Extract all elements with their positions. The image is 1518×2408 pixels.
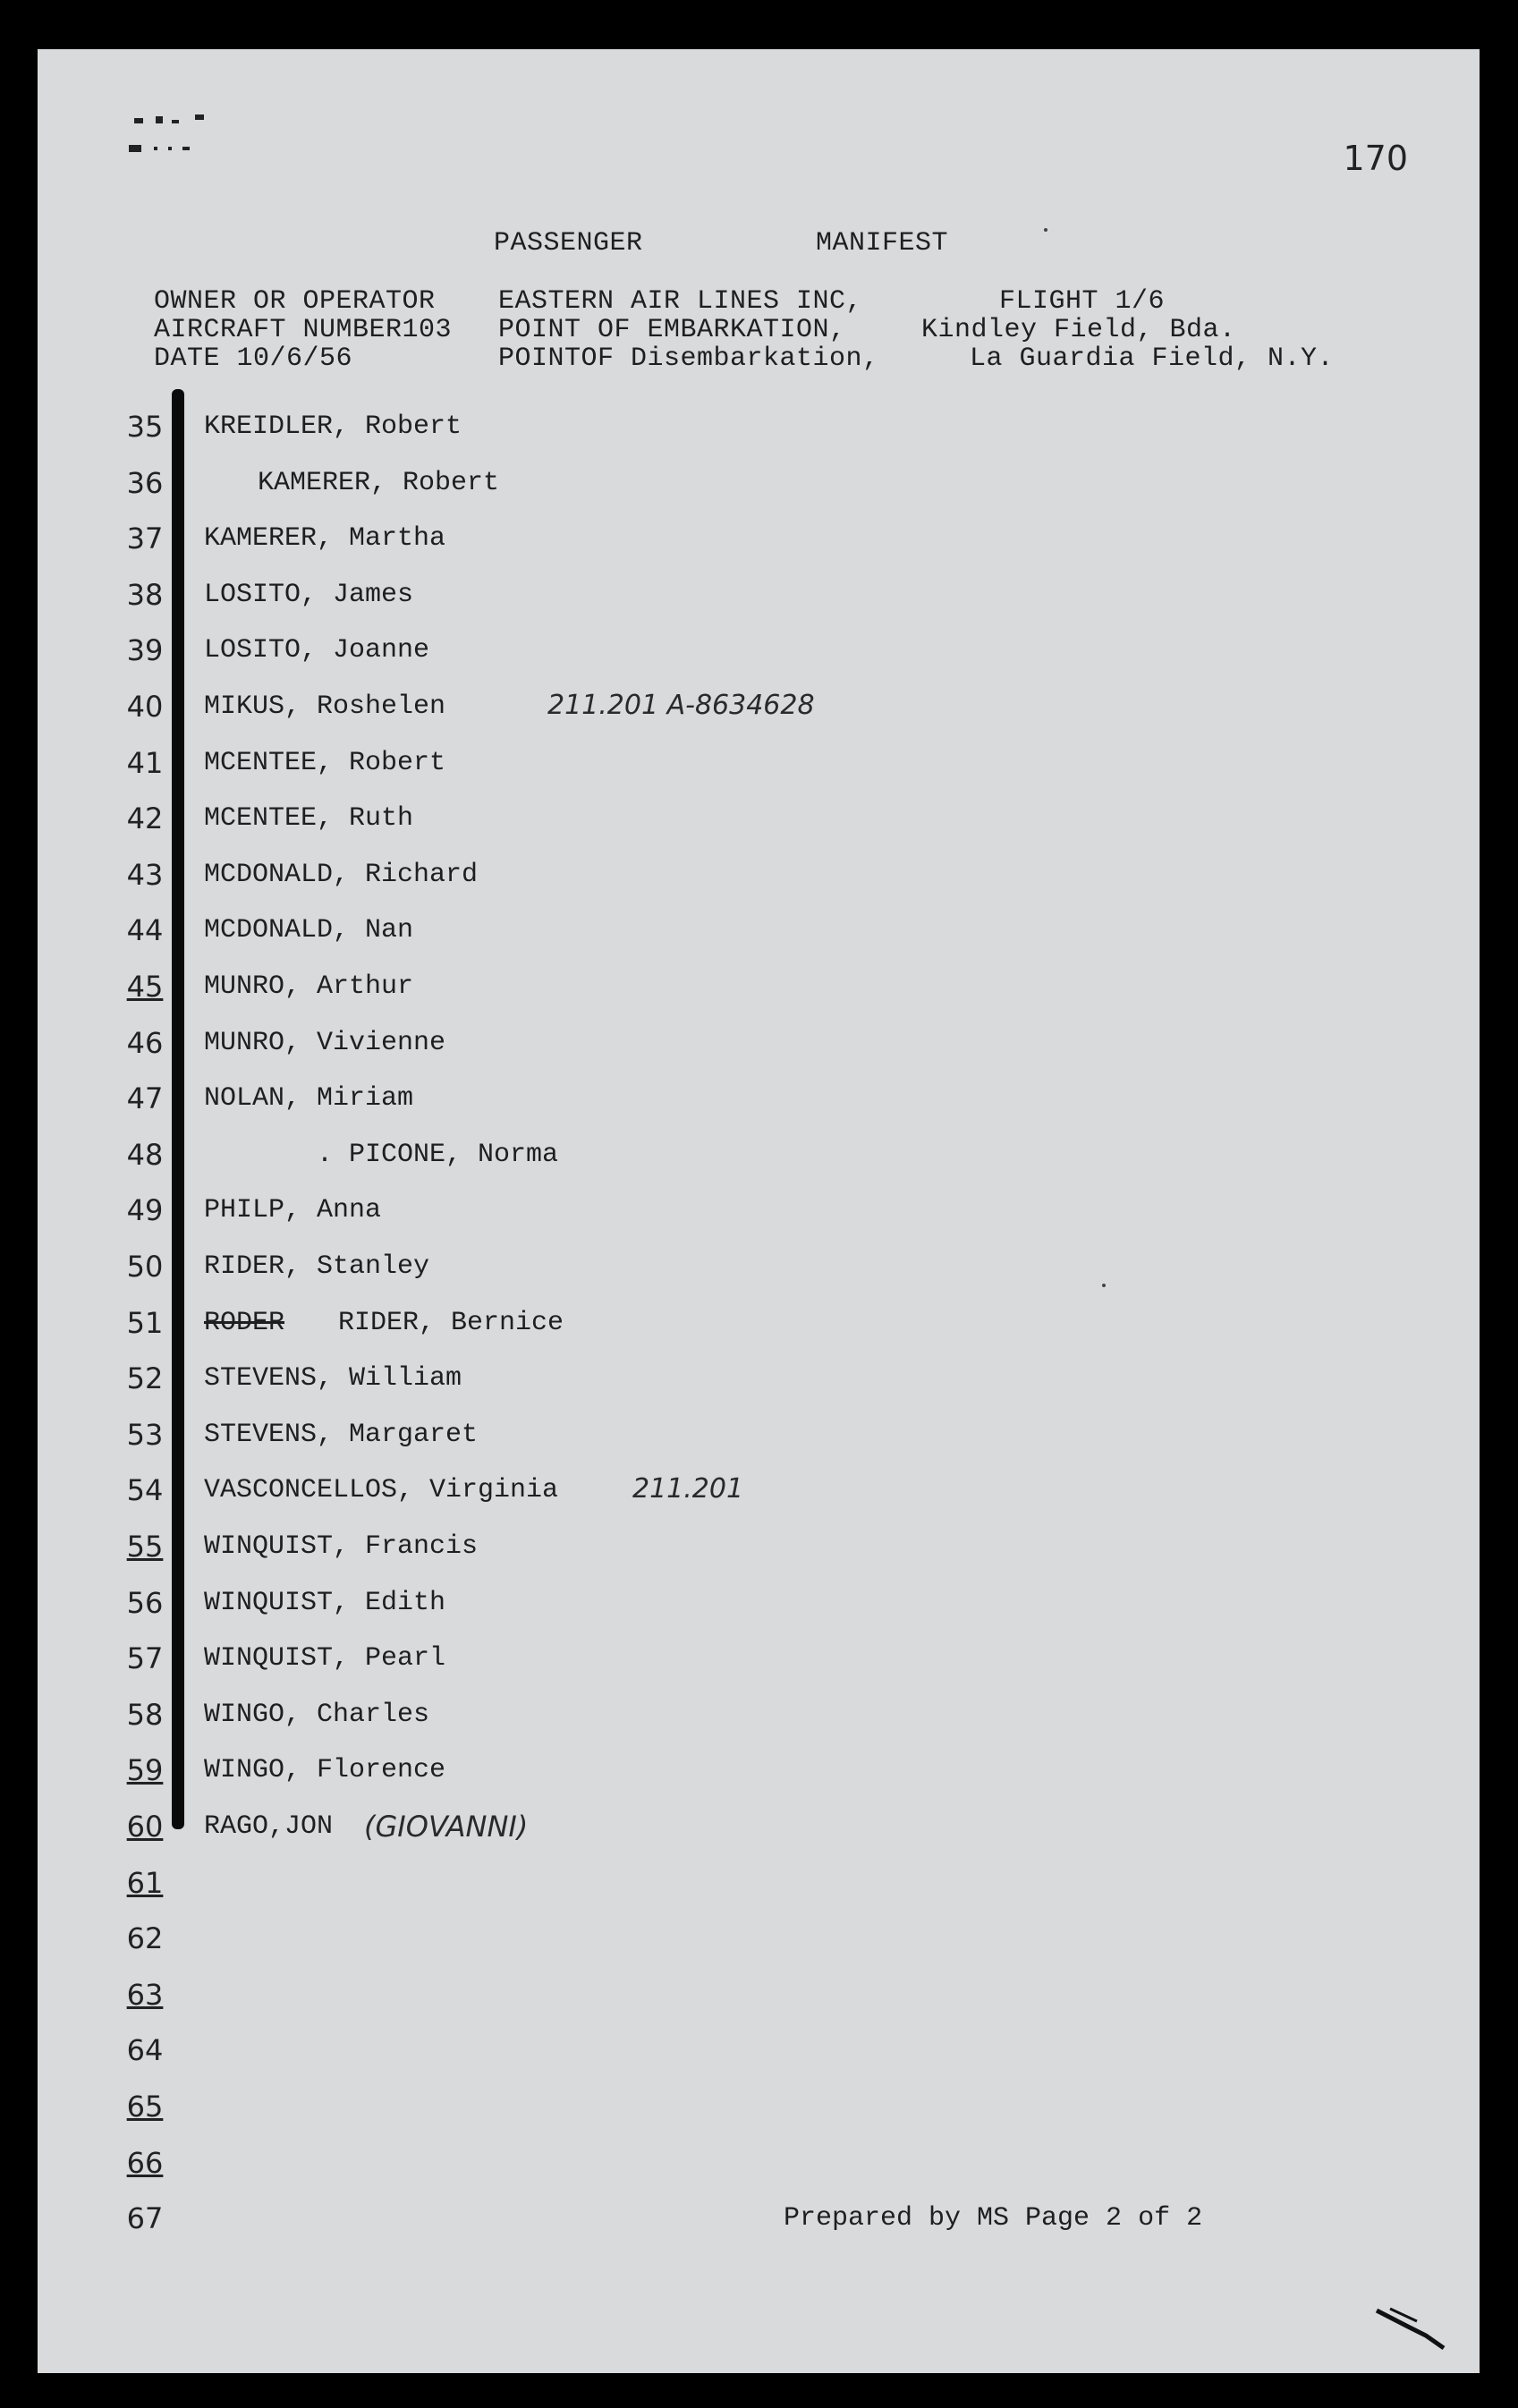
row-number: 66 xyxy=(126,2145,164,2180)
manifest-page xyxy=(38,49,1480,2373)
row-number: 45 xyxy=(126,970,164,1004)
row-number: 39 xyxy=(126,633,164,668)
row-number: 47 xyxy=(126,1081,164,1116)
date: DATE 10/6/56 xyxy=(154,343,353,374)
passenger-name: MCDONALD, Richard xyxy=(204,859,479,890)
margin-ink-bar xyxy=(172,389,184,1829)
passenger-name: PHILP, Anna xyxy=(204,1195,382,1226)
owner-label: OWNER OR OPERATOR xyxy=(154,286,436,317)
passenger-name: MIKUS, Roshelen xyxy=(204,691,446,722)
passenger-name: STEVENS, Margaret xyxy=(204,1419,479,1450)
passenger-name: WINGO, Charles xyxy=(204,1699,430,1730)
row-number: 59 xyxy=(126,1753,164,1788)
row-number: 48 xyxy=(126,1137,164,1172)
row-number: 67 xyxy=(126,2201,164,2236)
row-number: 46 xyxy=(126,1025,164,1060)
title-passenger: PASSENGER xyxy=(494,228,643,259)
passenger-name: LOSITO, Joanne xyxy=(204,635,430,666)
passenger-name: . PICONE, Norma xyxy=(317,1139,559,1170)
row-number: 50 xyxy=(126,1250,164,1284)
handwritten-note: 211.201 xyxy=(632,1473,744,1505)
passenger-name: MCENTEE, Ruth xyxy=(204,803,414,835)
passenger-name: RIDER, Stanley xyxy=(204,1251,430,1282)
passenger-name: NOLAN, Miriam xyxy=(204,1083,414,1115)
row-number: 44 xyxy=(126,913,164,948)
row-number: 54 xyxy=(126,1473,164,1508)
row-number: 58 xyxy=(126,1697,164,1732)
footer-prepared: Prepared by MS Page 2 of 2 xyxy=(784,2203,1203,2234)
passenger-name: KAMERER, Robert xyxy=(258,467,500,498)
row-number: 36 xyxy=(126,465,164,500)
passenger-name: WINGO, Florence xyxy=(204,1755,446,1786)
ink-smudge-icon xyxy=(109,107,216,161)
row-number: 41 xyxy=(126,745,164,780)
aircraft-number: AIRCRAFT NUMBER103 xyxy=(154,315,453,345)
passenger-name: MUNRO, Vivienne xyxy=(204,1027,446,1058)
owner-value: EASTERN AIR LINES INC, xyxy=(498,286,863,317)
row-number: 43 xyxy=(126,857,164,892)
passenger-name: KAMERER, Martha xyxy=(204,523,446,555)
row-number: 49 xyxy=(126,1193,164,1228)
title-manifest: MANIFEST xyxy=(816,228,949,259)
row-number: 38 xyxy=(126,577,164,612)
disembark-value: La Guardia Field, N.Y. xyxy=(970,343,1335,374)
row-number: 55 xyxy=(126,1530,164,1564)
row-number: 62 xyxy=(126,1921,164,1956)
handwritten-note: (GIOVANNI) xyxy=(364,1810,529,1844)
struck-name: RODER xyxy=(204,1307,285,1338)
row-number: 56 xyxy=(126,1585,164,1620)
passenger-name: LOSITO, James xyxy=(204,579,414,610)
passenger-name: KREIDLER, Robert xyxy=(204,411,462,442)
row-number: 53 xyxy=(126,1417,164,1452)
row-number: 57 xyxy=(126,1641,164,1676)
row-number: 64 xyxy=(126,2033,164,2068)
row-number: 51 xyxy=(126,1305,164,1340)
passenger-name: STEVENS, William xyxy=(204,1363,462,1395)
row-number: 40 xyxy=(126,690,164,724)
passenger-name: WINQUIST, Pearl xyxy=(204,1643,446,1675)
row-number: 37 xyxy=(126,521,164,556)
row-number: 42 xyxy=(126,801,164,836)
passenger-name: MCDONALD, Nan xyxy=(204,915,414,946)
row-number: 65 xyxy=(126,2090,164,2124)
speck xyxy=(1044,228,1047,232)
corner-scratch-icon xyxy=(1372,2302,1453,2355)
passenger-name: RAGO,JON xyxy=(204,1811,334,1842)
handwritten-note: 211.201 A-8634628 xyxy=(547,690,815,721)
passenger-name: MCENTEE, Robert xyxy=(204,747,446,778)
page-number: 170 xyxy=(1343,139,1408,178)
row-number: 60 xyxy=(126,1810,164,1844)
row-number: 52 xyxy=(126,1361,164,1396)
disembark-label: POINTOF Disembarkation, xyxy=(498,343,879,374)
embark-label: POINT OF EMBARKATION, xyxy=(498,315,846,345)
passenger-name: VASCONCELLOS, Virginia xyxy=(204,1475,559,1506)
passenger-name: WINQUIST, Edith xyxy=(204,1587,446,1618)
passenger-name: RIDER, Bernice xyxy=(338,1307,564,1338)
row-number: 63 xyxy=(126,1977,164,2012)
row-number: 61 xyxy=(126,1865,164,1900)
row-number: 35 xyxy=(126,410,164,444)
embark-value: Kindley Field, Bda. xyxy=(921,315,1236,345)
passenger-name: MUNRO, Arthur xyxy=(204,971,414,1002)
passenger-name: WINQUIST, Francis xyxy=(204,1531,479,1562)
flight-number: FLIGHT 1/6 xyxy=(999,286,1166,317)
speck xyxy=(1102,1284,1106,1287)
